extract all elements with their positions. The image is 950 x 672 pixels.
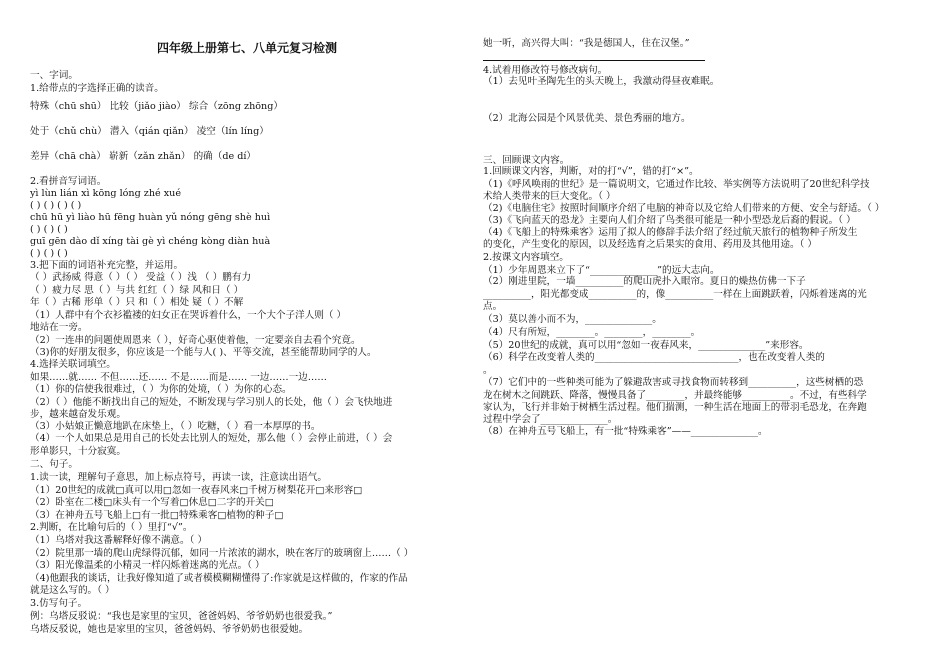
text-line: 乌塔反驳说，她也是家里的宝贝，爸爸妈妈、爷爷奶奶也很爱她。 xyxy=(30,624,309,635)
text-line: 的变化，产生变化的原因，以及经选育之后果实的食用、药用及其他用途。（ ） xyxy=(483,239,818,250)
text-line: 就是这么写的。（ ） xyxy=(30,585,115,596)
text-line: （2）卧室在二楼□床头有一个写着□休息□二字的开关□ xyxy=(30,497,274,508)
text-line: 过程中学会了______________。 xyxy=(483,414,618,425)
text-line: （3）莫以善小而不为，______________。 xyxy=(483,314,662,325)
text-line: 2.按课文内容填空。 xyxy=(483,252,569,263)
text-line: （7）它们中的一些种类可能为了躲避敌害或寻找食物而转移到__________，这些树栖的恐 xyxy=(483,377,864,388)
text-line: 一、字词。 xyxy=(30,70,78,81)
text-line: 二、句子。 xyxy=(30,459,78,470)
text-line: __________，阳光都变成__________的，像__________一样在上面跳跃着，闪烁着迷离的光 xyxy=(483,289,867,300)
text-line: （1）乌塔对我这番解释好像不满意。（ ） xyxy=(30,535,208,546)
text-line: 2.看拼音写词语。 xyxy=(30,176,107,187)
text-line: （1）20世纪的成就□真可以用□忽如一夜春风来□千树万树梨花开□来形容□ xyxy=(30,485,363,496)
text-line: 术给人类带来的巨大变化。（ ） xyxy=(483,191,616,202)
text-line: 处于（chǔ chù） 潜入（qián qiǎn） 凌空（lín líng） xyxy=(30,126,269,137)
text-line: （8）在神舟五号飞船上，有一批“特殊乘客”——______________。 xyxy=(483,426,768,437)
text-line: （2）院里那一墙的爬山虎绿得沉郁，如同一片浓浓的湖水，映在客厅的玻璃窗上……（ ） xyxy=(30,548,414,559)
text-line: （1）人群中有个衣衫褴褛的妇女正在哭诉着什么，一个大个子洋人则（ ） xyxy=(30,310,347,321)
text-line: chū hū yì liào hū fēng huàn yǔ nóng gēng shè huì xyxy=(30,212,271,223)
text-line: （2）（ ）他能不断找出自己的短处，不断发现与学习别人的长处，他（ ）会飞快地进 xyxy=(30,397,393,408)
text-line: （2）刚进里院，一墙__________的爬山虎扑入眼帘。夏日的燥热仿佛一下子 xyxy=(483,276,806,287)
answer-line xyxy=(483,60,705,61)
text-line: 步，越来越奋发乐观。 xyxy=(30,409,126,420)
text-line: 3.仿写句子。 xyxy=(30,598,88,609)
text-line: 年（ ）古稀 形单（ ）只 和（ ）相处 疑（ ）不解 xyxy=(30,297,244,308)
text-line: 龙在树木之间跳跃、降落，慢慢具备了________，并最终能够__________。不过，有些科学 xyxy=(483,390,867,401)
text-line: （1)《呼风唤雨的世纪》是一篇说明文，它通过作比较、举实例等方法说明了20世纪科学技 xyxy=(483,179,870,190)
text-line: yì lùn lián xì kōng lóng zhé xué xyxy=(30,188,182,199)
text-line: （4）尺有所短，________。________，________。 xyxy=(483,327,701,338)
text-line: guī gēn dào dǐ xíng tài gè yì chéng kòng diàn huà xyxy=(30,236,271,247)
text-line: （ ）疲力尽 思（ ）与共 红红（ ）绿 风和日（ ） xyxy=(30,285,244,296)
text-line: 点。 xyxy=(483,301,503,312)
text-line: （4)他跟我的谈话，让我好像知道了或者模模糊糊懂得了:作家就是这样做的，作家的作品 xyxy=(30,573,408,584)
text-line: （1）少年周恩来立下了“______________”的远大志向。 xyxy=(483,265,720,276)
text-line: 例：乌塔反驳说：“我也是家里的宝贝，爸爸妈妈、爷爷奶奶也很爱我。” xyxy=(30,611,333,622)
text-line: （3）阳光像温柔的小精灵一样闪烁着迷离的光点。（ ） xyxy=(30,560,265,571)
text-line: 形单影只，十分寂寞。 xyxy=(30,446,126,457)
text-line: （3）在神舟五号飞船上□有一批□特殊乘客□植物的种子□ xyxy=(30,510,284,521)
page-title: 四年级上册第七、八单元复习检测 xyxy=(157,41,338,55)
text-line: （3)你的好朋友很多，你应该是一个能与人( )、平等交流，甚至能帮助同学的人。 xyxy=(30,347,377,358)
text-line: （1）去见叶圣陶先生的头天晚上，我激动得昼夜难眠。 xyxy=(483,76,720,87)
text-line: （6）科学在改变着人类的______________________________，也在改变着人类的 xyxy=(483,352,825,363)
text-line: 4.试着用修改符号修改病句。 xyxy=(483,65,608,76)
text-line: 家认为，飞行并非始于树栖生活过程。他们揣测，一种生活在地面上的带羽毛恐龙，在奔跑 xyxy=(483,402,867,413)
text-line: 3.把下面的词语补充完整，并运用。 xyxy=(30,260,184,271)
text-line: 她一听，高兴得大叫：“我是德国人，住在汉堡。” xyxy=(483,38,690,49)
text-line: （1）你的信使我很难过，（ ）为你的处境，（ ）为你的心态。 xyxy=(30,384,292,395)
text-line: 。 xyxy=(483,365,493,376)
text-line: 1.给带点的字选择正确的读音。 xyxy=(30,83,164,94)
text-line: ( ) ( ) ( ) xyxy=(30,224,68,235)
text-line: 如果……就…… 不但……还…… 不是……而是…… 一边……一边…… xyxy=(30,372,327,383)
text-line: （3）小姑娘正懒意地趴在床垫上，（ ）吃糖，（ ）看一本厚厚的书。 xyxy=(30,421,321,432)
text-line: （2)《电脑住宅》按照时间顺序介绍了电脑的神奇以及它给人们带来的方便、安全与舒适。（ ） xyxy=(483,203,885,214)
text-line: ( ) ( ) ( ) ( ) xyxy=(30,200,82,211)
text-line: 4.选择关联词填空。 xyxy=(30,359,116,370)
text-line: （5）20世纪的成就，真可以用“忽如一夜春风来，______________”来形容。 xyxy=(483,340,809,351)
text-line: （2）一连串的问题使周恩来（ ），好奇心驱使着他，一定要亲自去看个究竟。 xyxy=(30,335,361,346)
text-line: （4)《飞船上的特殊乘客》运用了拟人的修辞手法介绍了经过航天旅行的植物种子所发生 xyxy=(483,227,858,238)
text-line: （2）北海公园是个风景优美、景色秀丽的地方。 xyxy=(483,113,691,124)
text-line: 1.回顾课文内容，判断，对的打“√”，错的打“×”。 xyxy=(483,166,699,177)
text-line: （ ）武扬威 得意（ ）（ ） 受益（ ）浅 （ ）鹏有力 xyxy=(30,272,252,283)
text-line: 2.判断，在比喻句后的（ ）里打“√”。 xyxy=(30,522,193,533)
text-line: 特殊（chū shū） 比较（jiǎo jiào） 综合（zōng zhōng） xyxy=(30,101,283,112)
text-line: （4）一个人如果总是用自己的长处去比别人的短处，那么他（ ）会停止前进，（ ）会 xyxy=(30,433,393,444)
text-line: 三、回顾课文内容。 xyxy=(483,155,570,166)
text-line: 1.读一读，理解句子意思，加上标点符号，再读一读，注意读出语气。 xyxy=(30,472,327,483)
text-line: ( ) ( ) ( ) xyxy=(30,248,68,259)
text-line: （3)《飞向蓝天的恐龙》主要向人们介绍了鸟类很可能是一种小型恐龙后裔的假说。（ ） xyxy=(483,215,856,226)
text-line: 地站在一旁。 xyxy=(30,322,88,333)
text-line: 差异（chā chà） 崭新（zǎn zhǎn） 的确（de dí） xyxy=(30,151,257,162)
